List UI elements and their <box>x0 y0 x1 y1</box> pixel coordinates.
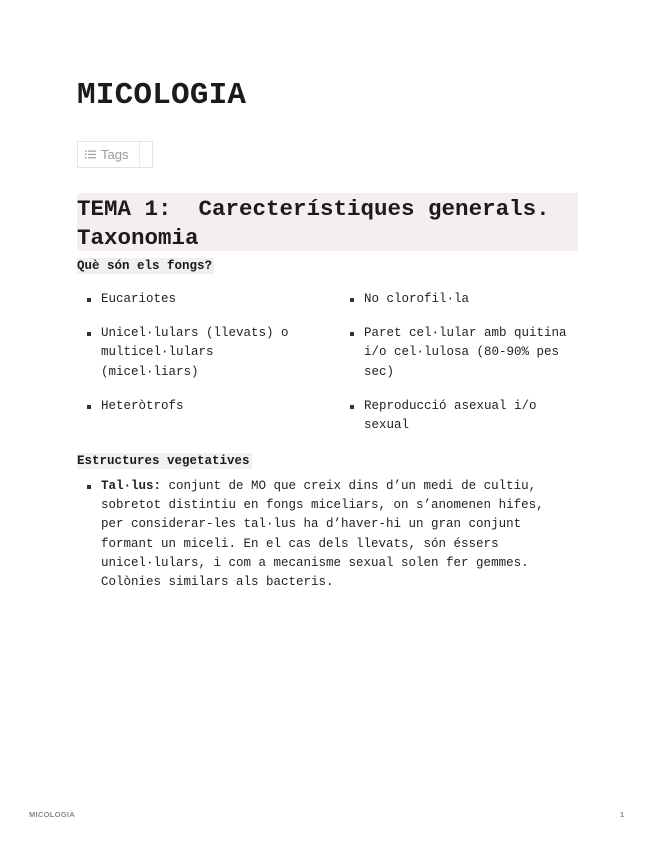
subheading-fongs: Què són els fongs? <box>77 259 213 273</box>
list-icon <box>85 150 96 159</box>
list-item <box>77 477 567 592</box>
term-description: conjunt de MO que creix dins d’un medi de cultiu, sobretot distintiu en fongs miceliars, on s’anomenen hifes, per considerar-les tal·lus ha d’haver-hi un gran conjunt formant un miceli. En el cas dels llevats, són éssers unicel·lulars, i com a mecanisme sexual solen fer gemmes. Colònies similars als bacteris. <box>101 479 544 590</box>
tags-property[interactable] <box>77 141 153 168</box>
term-label: Tal·lus: <box>101 479 162 493</box>
fongs-list-right <box>340 290 580 450</box>
tags-divider <box>139 142 140 167</box>
list-item: Unicel·lulars (llevats) o multicel·lulars (micel·liars) <box>77 324 317 382</box>
list-item: No clorofil·la <box>340 290 580 309</box>
list-item: Heteròtrofs <box>77 397 317 416</box>
tags-label: Tags <box>101 147 129 162</box>
footer-title: MICOLOGIA <box>29 810 76 819</box>
list-item: Eucariotes <box>77 290 317 309</box>
page-title: MICOLOGIA <box>77 78 247 113</box>
list-item: Reproducció asexual i/o sexual <box>340 397 580 435</box>
page-number: 1 <box>620 810 625 819</box>
section-heading: TEMA 1: Carecterístiques generals. Taxonomia <box>77 193 578 251</box>
estructures-list <box>77 477 567 592</box>
subheading-estructures: Estructures vegetatives <box>77 454 250 468</box>
fongs-list-left <box>77 290 317 431</box>
list-item: Paret cel·lular amb quitina i/o cel·lulosa (80-90% pes sec) <box>340 324 580 382</box>
